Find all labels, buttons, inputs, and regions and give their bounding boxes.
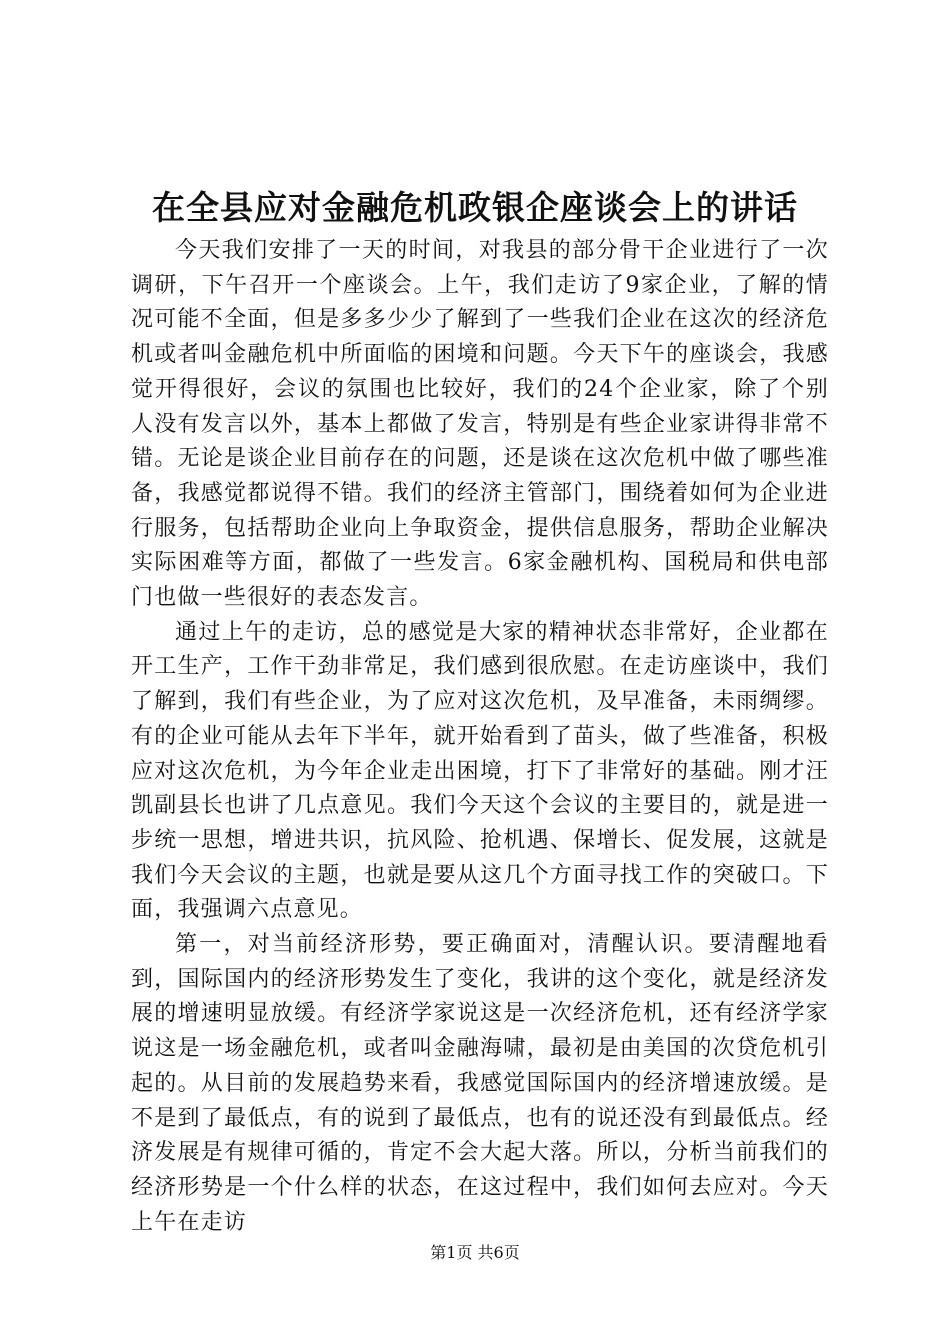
document-body bbox=[131, 234, 829, 1240]
paragraph-3: 第一，对当前经济形势，要正确面对，清醒认识。要清醒地看到，国际国内的经济形势发生了变化，我讲的这个变化，就是经济发展的增速明显放缓。有经济学家说这是一次经济危机，还有经济学家说这是一场金融危机，或者叫金融海啸，最初是由美国的次贷危机引起的。从目前的发展趋势来看，我感觉国际国内的经济增速放缓。是不是到了最低点，有的说到了最低点，也有的说还没有到最低点。经济发展是有规律可循的，肯定不会大起大落。所以，分析当前我们的经济形势是一个什么样的状态，在这过程中，我们如何去应对。今天上午在走访 bbox=[131, 932, 829, 1235]
paragraph-2: 通过上午的走访，总的感觉是大家的精神状态非常好，企业都在开工生产，工作干劲非常足，我们感到很欣慰。在走访座谈中，我们了解到，我们有些企业，为了应对这次危机，及早准备，未雨绸缪。有的企业可能从去年下半年，就开始看到了苗头，做了些准备，积极应对这次危机，为今年企业走出困境，打下了非常好的基础。刚才汪凯副县长也讲了几点意见。我们今天这个会议的主要目的，就是进一步统一思想，增进共识，抗风险、抢机遇、保增长、促发展，这就是我们今天会议的主题，也就是要从这几个方面寻找工作的突破口。下面，我强调六点意见。 bbox=[131, 619, 829, 923]
paragraph-1: 今天我们安排了一天的时间，对我县的部分骨干企业进行了一次调研，下午召开一个座谈会。上午，我们走访了9家企业，了解的情况可能不全面，但是多多少少了解到了一些我们企业在这次的经济危机或者叫金融危机中所面临的困境和问题。今天下午的座谈会，我感觉开得很好，会议的氛围也比较好，我们的24个企业家，除了个别人没有发言以外，基本上都做了发言，特别是有些企业家讲得非常不错。无论是谈企业目前存在的问题，还是谈在这次危机中做了哪些准备，我感觉都说得不错。我们的经济主管部门，围绕着如何为企业进行服务，包括帮助企业向上争取资金，提供信息服务，帮助企业解决实际困难等方面，都做了一些发言。6家金融机构、国税局和供电部门也做一些很好的表态发言。 bbox=[131, 238, 829, 611]
page-number-footer: 第1页 共6页 bbox=[430, 1243, 520, 1262]
document-title: 在全县应对金融危机政银企座谈会上的讲话 bbox=[152, 188, 798, 227]
